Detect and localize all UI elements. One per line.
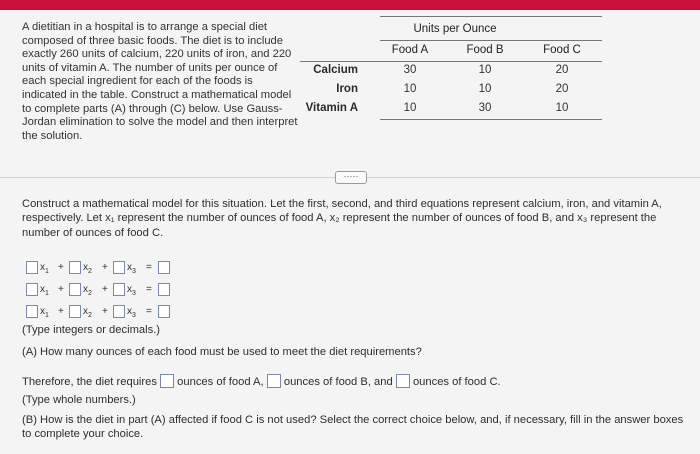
coef-input-3-1[interactable] bbox=[26, 305, 38, 318]
cell-calcium-b: 10 bbox=[478, 64, 492, 76]
cell-calcium-a: 30 bbox=[403, 64, 417, 76]
coef-input-2-1[interactable] bbox=[26, 283, 38, 296]
equation-iron bbox=[22, 283, 192, 297]
column-header-food-b: Food B bbox=[466, 44, 504, 56]
coef-input-3-3[interactable] bbox=[113, 305, 125, 318]
var-x1-label: $x_1$ bbox=[40, 284, 49, 297]
column-header-food-a: Food A bbox=[391, 44, 429, 56]
plus-sign: + bbox=[58, 262, 64, 273]
equation-calcium bbox=[22, 261, 192, 275]
coef-input-1-1[interactable] bbox=[26, 261, 38, 274]
rhs-input-1[interactable] bbox=[158, 261, 170, 274]
problem-statement: A dietitian in a hospital is to arrange a special diet composed of three basic foods. The diet is to include exactly 260 units of calcium, 220 units of iron, and 220 units of vitamin A. The number of units per ounce of each special ingredient for each of the foods is indicated in the table. Construct a mathematical model to complete parts (A) through (C) below. Use Gauss-Jordan elimination to solve the model and then interpret the solution. bbox=[22, 21, 298, 142]
var-x2-label: $x_2$ bbox=[83, 284, 92, 297]
equals-sign: = bbox=[146, 306, 152, 317]
var-x2-label: $x_2$ bbox=[83, 306, 92, 319]
rhs-input-2[interactable] bbox=[158, 283, 170, 296]
coef-input-2-3[interactable] bbox=[113, 283, 125, 296]
coef-input-1-2[interactable] bbox=[69, 261, 81, 274]
plus-sign: + bbox=[58, 284, 64, 295]
part-b-question: (B) How is the diet in part (A) affected if food C is not used? Select the correct choice below, and, if necessary, fill in the answer boxes to complete your choice. bbox=[22, 414, 684, 441]
plus-sign: + bbox=[102, 306, 108, 317]
var-x3-label: $x_3$ bbox=[127, 284, 136, 297]
plus-sign: + bbox=[58, 306, 64, 317]
food-c-ounces-input[interactable] bbox=[396, 374, 410, 388]
coef-input-3-2[interactable] bbox=[69, 305, 81, 318]
cell-vitamin-a-b: 30 bbox=[478, 102, 492, 114]
table-header-rule bbox=[300, 61, 602, 62]
type-hint-whole: (Type whole numbers.) bbox=[22, 394, 136, 406]
top-accent-bar bbox=[0, 0, 700, 10]
construct-instructions: Construct a mathematical model for this situation. Let the first, second, and third equations represent calcium, iron, and vitamin A, respectively. Let x₁ represent the number of ounces of food A, x₂ represent the number of ounces of food B, and x₃ represent the number of ounces of food C. bbox=[22, 198, 662, 239]
table-title-rule bbox=[380, 40, 602, 41]
cell-calcium-c: 20 bbox=[555, 64, 569, 76]
equation-vitamin-a bbox=[22, 305, 192, 319]
part-a-question: (A) How many ounces of each food must be used to meet the diet requirements? bbox=[22, 346, 422, 358]
table-bottom-rule bbox=[380, 119, 602, 120]
type-hint-decimals: (Type integers or decimals.) bbox=[22, 324, 161, 336]
expand-more-button[interactable]: ····· bbox=[335, 171, 367, 184]
rhs-input-3[interactable] bbox=[158, 305, 170, 318]
row-label-calcium: Calcium bbox=[313, 64, 358, 76]
row-label-vitamin-a: Vitamin A bbox=[305, 102, 358, 114]
plus-sign: + bbox=[102, 262, 108, 273]
units-table bbox=[300, 14, 605, 124]
food-a-ounces-input[interactable] bbox=[160, 374, 174, 388]
coef-input-2-2[interactable] bbox=[69, 283, 81, 296]
row-label-iron: Iron bbox=[336, 83, 358, 95]
var-x1-label: $x_1$ bbox=[40, 262, 49, 275]
coef-input-1-3[interactable] bbox=[113, 261, 125, 274]
answer-after-b: ounces of food B, and bbox=[283, 376, 393, 388]
var-x3-label: $x_3$ bbox=[127, 306, 136, 319]
cell-vitamin-a-a: 10 bbox=[403, 102, 417, 114]
diet-answer-sentence bbox=[22, 374, 501, 388]
cell-iron-c: 20 bbox=[555, 83, 569, 95]
var-x3-label: $x_3$ bbox=[127, 262, 136, 275]
cell-iron-a: 10 bbox=[403, 83, 417, 95]
answer-after-c: ounces of food C. bbox=[412, 376, 501, 388]
table-title: Units per Ounce bbox=[413, 23, 497, 35]
column-header-food-c: Food C bbox=[543, 44, 581, 56]
var-x2-label: $x_2$ bbox=[83, 262, 92, 275]
food-b-ounces-input[interactable] bbox=[267, 374, 281, 388]
answer-prefix: Therefore, the diet requires bbox=[22, 376, 157, 388]
table-top-rule bbox=[380, 16, 602, 17]
cell-vitamin-a-c: 10 bbox=[555, 102, 569, 114]
equals-sign: = bbox=[146, 262, 152, 273]
equals-sign: = bbox=[146, 284, 152, 295]
plus-sign: + bbox=[102, 284, 108, 295]
var-x1-label: $x_1$ bbox=[40, 306, 49, 319]
answer-after-a: ounces of food A, bbox=[177, 376, 264, 388]
cell-iron-b: 10 bbox=[478, 83, 492, 95]
